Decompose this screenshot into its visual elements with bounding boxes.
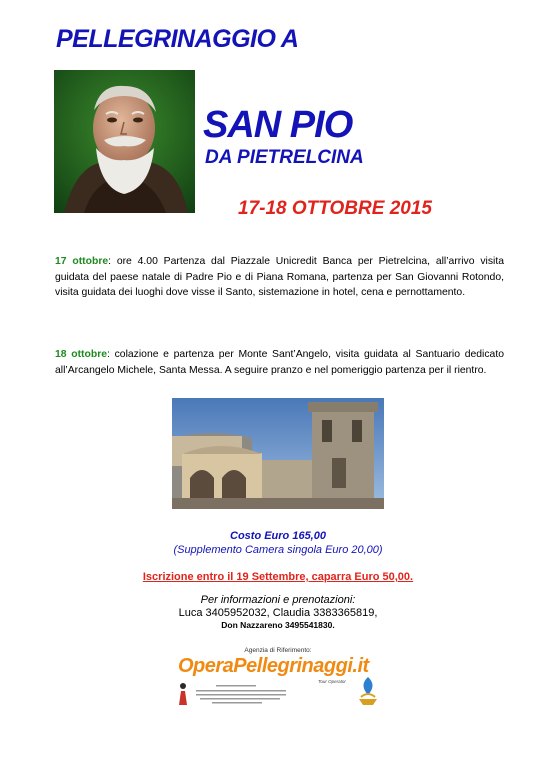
- title-subtitle: DA PIETRELCINA: [205, 147, 364, 168]
- day1-text: : ore 4.00 Partenza dal Piazzale Unicredit Banca per Pietrelcina, all’arrivo visita guidata del paese natale di Padre Pio e di Piana Romana, partenza per San Giovanni Rotondo, visita guidata dei luoghi dove visse il Santo, sistemazione in hotel, cena e pernottamento.: [55, 256, 504, 298]
- agency-label: Agenzia di Riferimento:: [244, 647, 312, 654]
- day1-label: 17 ottobre: [55, 256, 109, 267]
- event-dates: 17-18 OTTOBRE 2015: [238, 198, 432, 219]
- contacts-people: Luca 3405952032, Claudia 3383365819,: [178, 607, 378, 619]
- logo-tagline: Tour Operator: [318, 679, 346, 684]
- logo-fineprint: [192, 683, 292, 707]
- supplement-line: (Supplemento Camera singola Euro 20,00): [173, 544, 383, 556]
- title-top: PELLEGRINAGGIO A: [56, 25, 299, 53]
- logo-wordmark: OperaPellegrinaggi.it: [178, 655, 369, 677]
- day1-paragraph: [55, 254, 504, 301]
- contacts-don: Don Nazzareno 3495541830.: [221, 620, 335, 630]
- registration-line: Iscrizione entro il 19 Settembre, caparra Euro 50,00.: [142, 571, 414, 583]
- padre-pio-portrait: [54, 70, 195, 213]
- logo-emblem-icon: [355, 675, 381, 707]
- agency-logo: [170, 655, 385, 710]
- logo-figure-icon: [176, 681, 190, 707]
- day2-paragraph: [55, 347, 504, 378]
- day2-label: 18 ottobre: [55, 349, 108, 360]
- contacts-heading: Per informazioni e prenotazioni:: [200, 594, 356, 606]
- title-main: SAN PIO: [203, 104, 353, 146]
- sanctuary-photo: [172, 398, 384, 509]
- cost-line: Costo Euro 165,00: [230, 530, 326, 542]
- day2-text: : colazione e partenza per Monte Sant’Angelo, visita guidata al Santuario dedicato all’Arcangelo Michele, Santa Messa. A seguire pranzo e nel pomeriggio partenza per il rientro.: [55, 349, 504, 376]
